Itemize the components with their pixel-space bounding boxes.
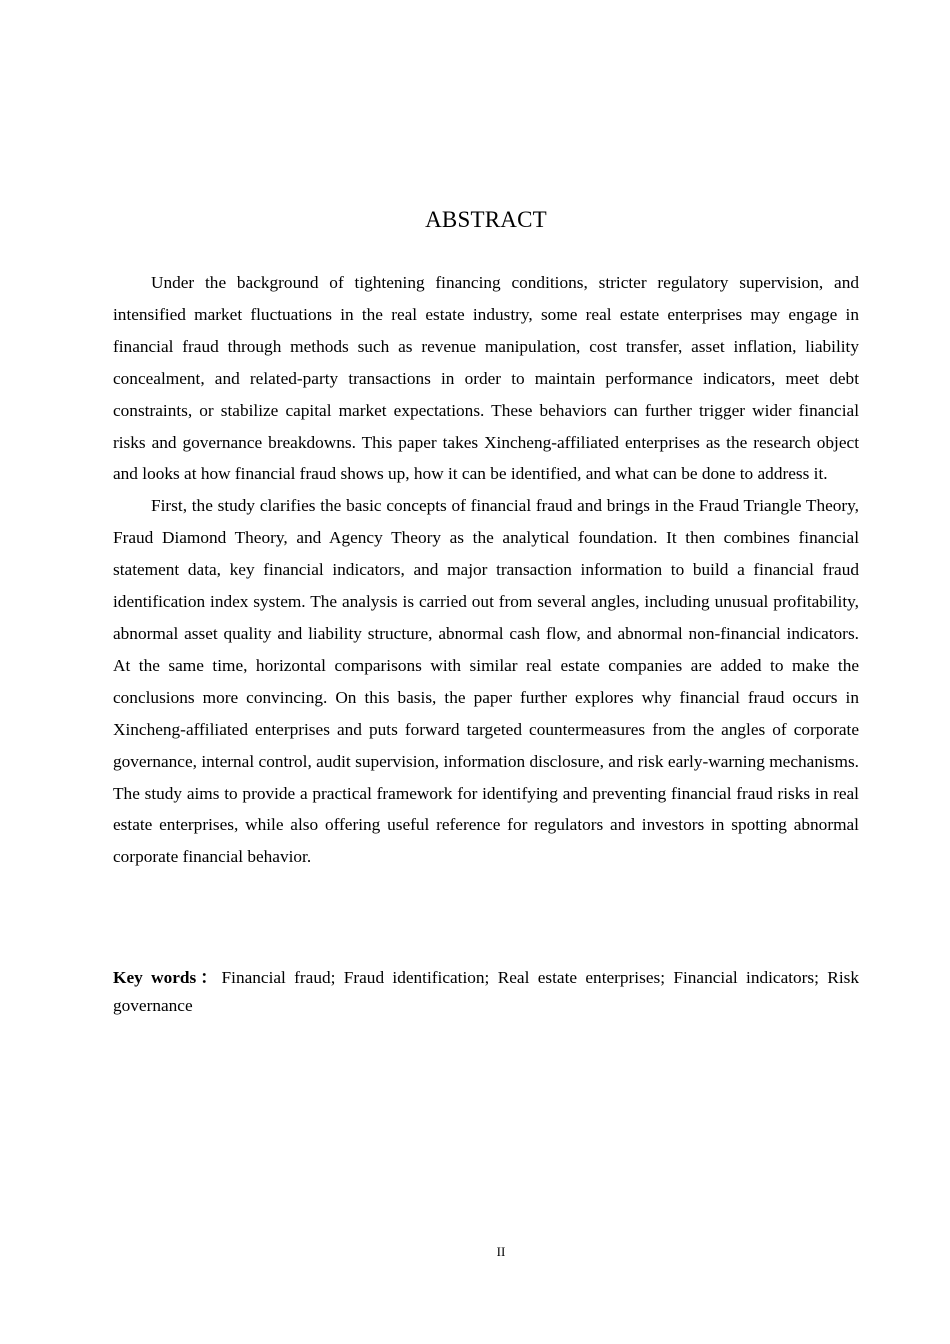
abstract-paragraph-2: First, the study clarifies the basic concepts of financial fraud and brings in the Fraud Triangle Theory, Fraud Diamond Theory, and Agency Theory as the analytical foundation. It then combines financial statement data, key financial indicators, and major transaction information to build a financial fraud identification index system. The analysis is carried out from several angles, including unusual profitability, abnormal asset quality and liability structure, abnormal cash flow, and abnormal non-financial indicators. At the same time, horizontal comparisons with similar real estate companies are added to make the conclusions more convincing. On this basis, the paper further explores why financial fraud occurs in Xincheng-affiliated enterprises and puts forward targeted countermeasures from the angles of corporate governance, internal control, audit supervision, information disclosure, and risk early-warning mechanisms. The study aims to provide a practical framework for identifying and preventing financial fraud risks in real estate enterprises, while also offering useful reference for regulators and investors in spotting abnormal corporate financial behavior. bbox=[113, 496, 859, 867]
abstract-paragraph-1: Under the background of tightening financing conditions, stricter regulatory supervision, and intensified market fluctuations in the real estate industry, some real estate enterprises may engage in financial fraud through methods such as revenue manipulation, cost transfer, asset inflation, liability concealment, and related-party transactions in order to maintain performance indicators, meet debt constraints, or stabilize capital market expectations. These behaviors can further trigger wider financial risks and governance breakdowns. This paper takes Xincheng-affiliated enterprises as the research object and looks at how financial fraud shows up, how it can be identified, and what can be done to address it. bbox=[113, 273, 859, 484]
abstract-body bbox=[113, 267, 859, 873]
page-number: II bbox=[496, 1244, 506, 1259]
abstract-title: ABSTRACT bbox=[425, 207, 547, 232]
keywords-text: Financial fraud; Fraud identification; Real estate enterprises; Financial indicators; Risk governance bbox=[113, 968, 859, 1015]
keywords-line bbox=[113, 964, 859, 1020]
keywords-label: Key words： bbox=[113, 968, 222, 987]
